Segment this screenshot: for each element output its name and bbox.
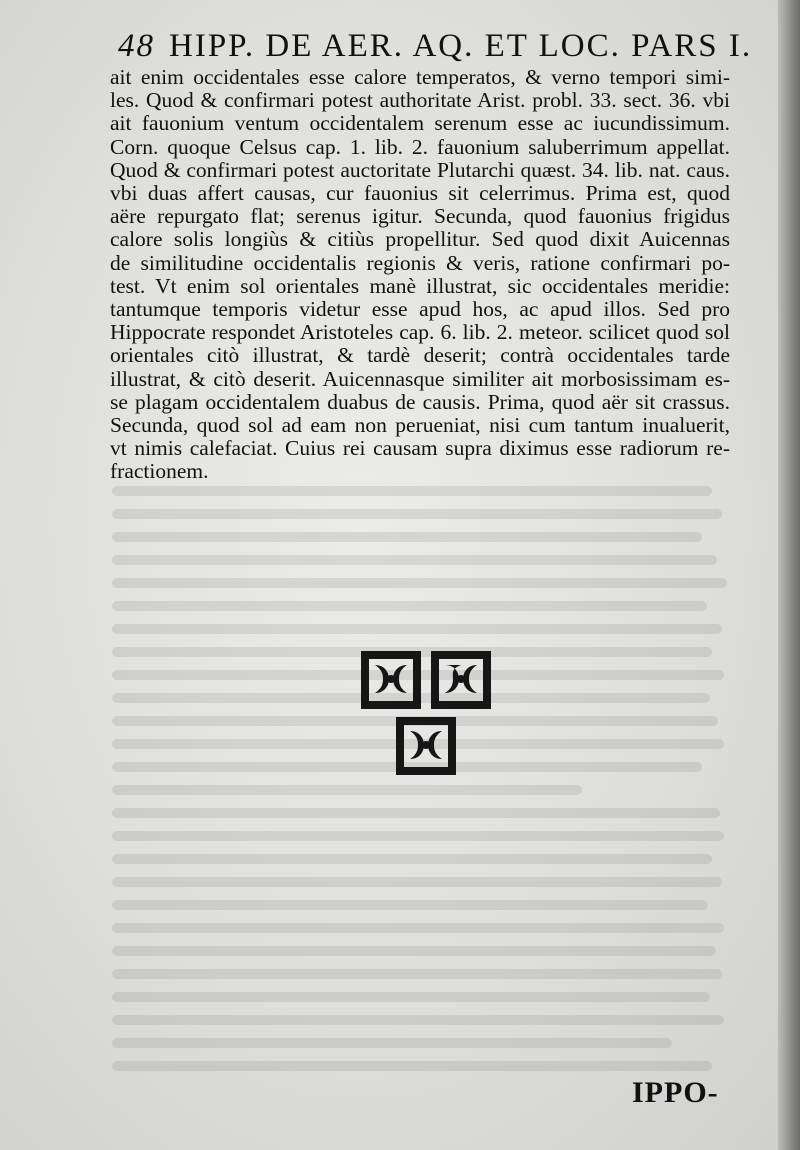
show-through-text — [112, 486, 732, 1106]
text-line: Secunda, quod sol ad eam non perueniat, nisi cum tantum inualuerit, — [110, 414, 730, 438]
text-line: se plagam occidentalem duabus de causis. Prima, quod aër sit crassus. — [110, 390, 730, 414]
text-line: orientales citò illustrat, & tardè deserit; contrà occidentales tarde — [110, 344, 730, 368]
catchword: IPPO- — [632, 1076, 719, 1109]
text-line: calore solis longiùs & citiùs propellitur. Sed quod dixit Auicennas — [110, 228, 730, 252]
text-line: ait fauonium ventum occidentalem serenum esse ac iucundissimum. — [110, 112, 730, 136]
text-line: fractionem. — [110, 460, 209, 484]
text-line: vt nimis calefaciat. Cuius rei causam supra diximus esse radiorum re- — [110, 437, 730, 461]
fleuron-ornament-icon — [355, 645, 495, 780]
text-line: aëre repurgato flat; serenus igitur. Secunda, quod fauonius frigidus — [110, 205, 730, 229]
body-text — [110, 66, 730, 484]
text-line: vbi duas affert causas, cur fauonius sit celerrimus. Prima est, quod — [110, 182, 730, 206]
text-line: test. Vt enim sol orientales manè illustrat, sic occidentales meridie: — [110, 274, 730, 298]
text-line: ait enim occidentales esse calore temperatos, & verno tempori simi- — [110, 66, 730, 89]
page-edge-shadow — [778, 0, 800, 1150]
text-line: de similitudine occidentalis regionis & veris, ratione confirmari po- — [110, 251, 730, 275]
text-line: tantumque temporis videtur esse apud hos, ac apud illos. Sed pro — [110, 298, 730, 322]
text-line: Hippocrate respondet Aristoteles cap. 6. lib. 2. meteor. scilicet quod sol — [110, 321, 730, 345]
running-title: HIPP. DE AER. AQ. ET LOC. PARS I. — [169, 28, 753, 64]
text-line: Quod & confirmari potest auctoritate Plutarchi quæst. 34. lib. nat. caus. — [110, 158, 730, 182]
text-line: Corn. quoque Celsus cap. 1. lib. 2. fauonium saluberrimum appellat. — [110, 135, 730, 159]
text-line: les. Quod & confirmari potest authoritate Arist. probl. 33. sect. 36. vbi — [110, 89, 730, 113]
page-number: 48 — [118, 28, 155, 64]
text-line: illustrat, & citò deserit. Auicennasque similiter ait morbosissimam es- — [110, 367, 730, 391]
